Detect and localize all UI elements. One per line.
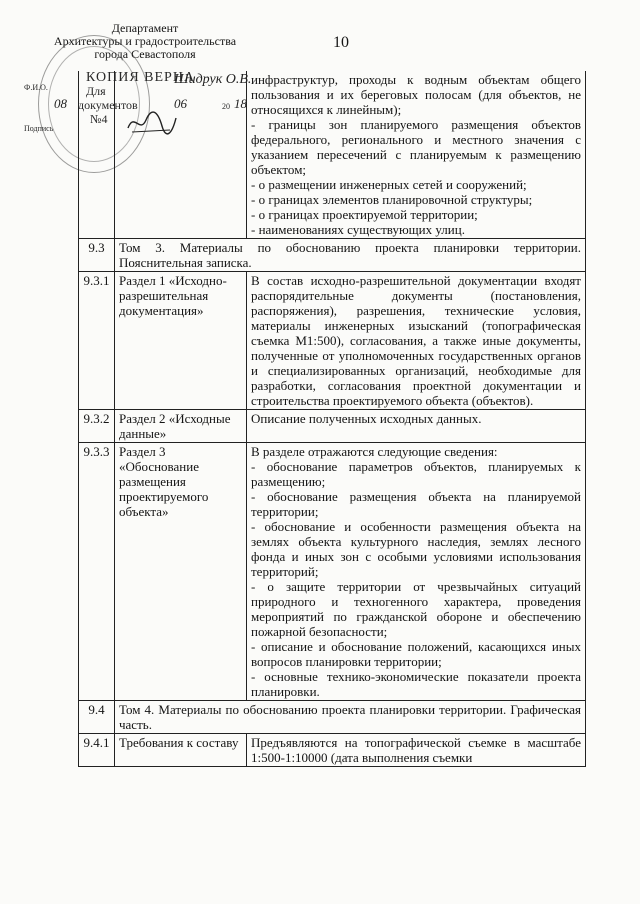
description-line: инфраструктур, проходы к водным объектам общего пользования и их береговых полосам (для объектов, не относящихся к линейным);: [251, 72, 581, 117]
stamp-signature-label: Подпись: [24, 124, 54, 133]
department-line: Архитектуры и градостроительства: [53, 34, 237, 48]
table-row: [79, 410, 586, 443]
table-row: [79, 239, 586, 272]
row-section: [115, 71, 247, 239]
description-line: - границы зон планируемого размещения объектов федерального, регионального и местного значения с указанием пересечений с планируемым к размещению объектом;: [251, 117, 581, 177]
row-number: 9.4.1: [79, 734, 115, 767]
row-description: В состав исходно-разрешительной документации входят распорядительные документы (постановления, распоряжения), разрешения, технические условия, материалы инженерных изысканий (топографическая съемка М1:500), согласования, а также иные документы, полученные от уполномоченных государственных органов и специализированных организаций, необходимые для разработки, согласования проектной документации и строительства проектируемого объекта (объектов).: [247, 272, 586, 410]
stamp-fio-label: Ф.И.О.: [24, 83, 48, 92]
department-line: Департамент: [111, 21, 179, 35]
row-section: Раздел 2 «Исходные данные»: [115, 410, 247, 443]
table-row: [79, 272, 586, 410]
row-description: Описание полученных исходных данных.: [247, 410, 586, 443]
table-row: [79, 734, 586, 767]
stamp-handwritten-name: Шидрук О.В.: [174, 72, 252, 87]
stamp-year-prefix: 20: [222, 102, 230, 111]
row-number: 9.4: [79, 701, 115, 734]
row-section: Раздел 3 «Обоснование размещения проектируемого объекта»: [115, 443, 247, 701]
row-description: [247, 71, 586, 239]
row-number: 9.3: [79, 239, 115, 272]
row-description: [247, 443, 586, 701]
description-line: - обоснование размещения объекта на планируемой территории;: [251, 489, 581, 519]
row-description: Предъявляются на топографической съемке в масштабе 1:500-1:10000 (дата выполнения съемки: [247, 734, 586, 767]
description-line: - о размещении инженерных сетей и сооружений;: [251, 177, 527, 192]
description-line: - о границах проектируемой территории;: [251, 207, 478, 222]
content-table: [78, 71, 586, 767]
description-line: В разделе отражаются следующие сведения:: [251, 444, 498, 459]
stamp-documents-label: документов: [78, 98, 138, 112]
table-row: [79, 701, 586, 734]
row-volume-title: Том 4. Материалы по обоснованию проекта планировки территории. Графическая часть.: [115, 701, 586, 734]
description-line: - о защите территории от чрезвычайных ситуаций природного и техногенного характера, проведения мероприятий по гражданской обороне и обеспечению пожарной безопасности;: [251, 579, 581, 639]
table-row: [79, 443, 586, 701]
description-line: - о границах элементов планировочной структуры;: [251, 192, 533, 207]
row-volume-title: Том 3. Материалы по обоснованию проекта планировки территории. Пояснительная записка.: [115, 239, 586, 272]
stamp-for-label: Для: [86, 84, 106, 98]
row-number: 9.3.3: [79, 443, 115, 701]
description-line: - обоснование и особенности размещения объекта на землях объекта культурного наследия, землях лесного фонда и иных зон с особыми условиями использования территорий;: [251, 519, 581, 579]
row-section: Раздел 1 «Исходно-разрешительная документация»: [115, 272, 247, 410]
description-line: - основные технико-экономические показатели проекта планировки.: [251, 669, 581, 699]
description-line: - наименованиях существующих улиц.: [251, 222, 465, 237]
stamp-date-year: 18: [234, 96, 247, 111]
stamp-date-day: 08: [54, 96, 67, 111]
stamp-doc-number: №4: [90, 112, 108, 126]
row-number: 9.3.1: [79, 272, 115, 410]
page-number: 10: [333, 34, 349, 51]
row-number: 9.3.2: [79, 410, 115, 443]
table-row: [79, 71, 586, 239]
row-section: Требования к составу: [115, 734, 247, 767]
description-line: - описание и обоснование положений, касающихся иных вопросов планировки территории;: [251, 639, 581, 669]
description-line: - обоснование параметров объектов, планируемых к размещению;: [251, 459, 581, 489]
department-line: города Севастополя: [94, 47, 196, 61]
row-number: [79, 71, 115, 239]
stamp-copy-label: КОПИЯ ВЕРНА: [86, 70, 196, 85]
stamp-date-month: 06: [174, 96, 187, 111]
